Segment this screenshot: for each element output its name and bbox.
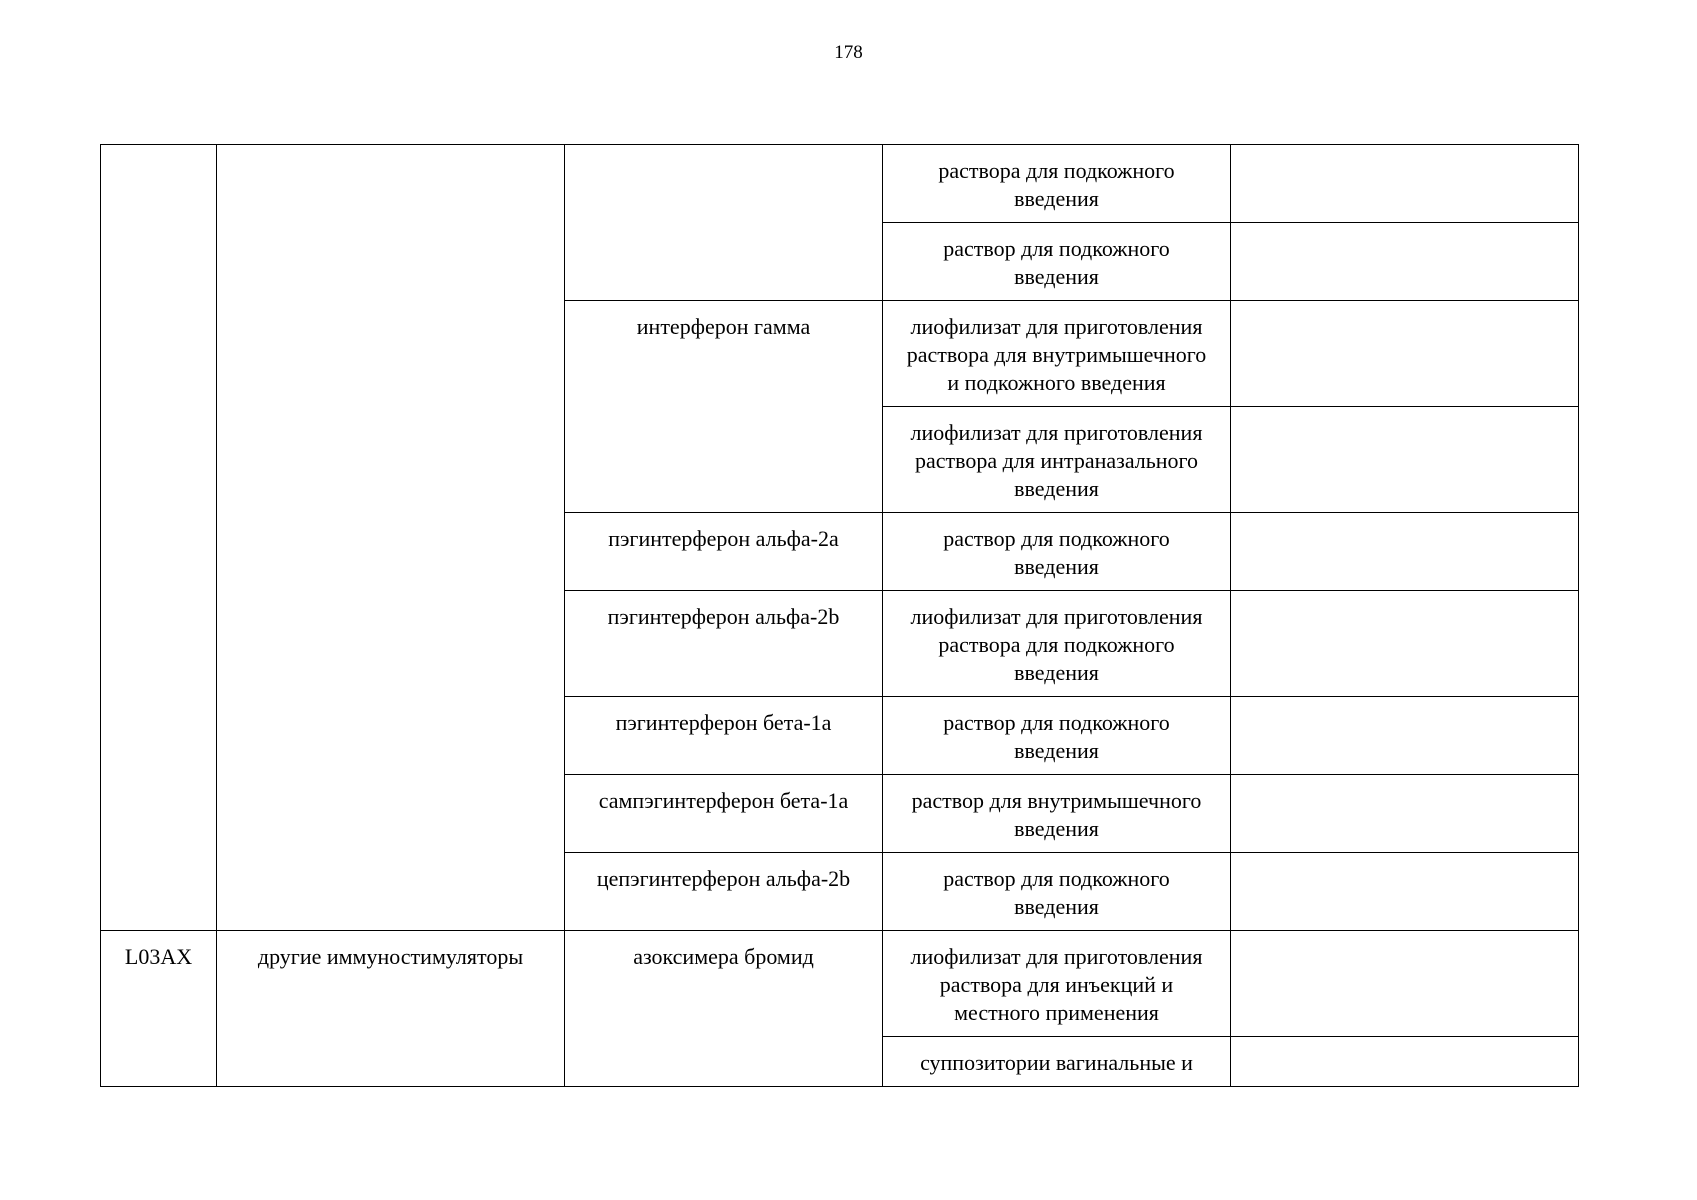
table-row (101, 145, 1579, 223)
form-cell: раствор для подкожного введения (883, 853, 1231, 931)
form-cell: суппозитории вагинальные и (883, 1037, 1231, 1087)
medication-table (100, 144, 1579, 1087)
page-number: 178 (834, 42, 863, 63)
drug-cell: интерферон гамма (565, 301, 883, 513)
drug-cell: сампэгинтерферон бета-1a (565, 775, 883, 853)
form-cell: лиофилизат для приготовления раствора для инъекций и местного применения (883, 931, 1231, 1037)
note-cell (1231, 513, 1579, 591)
note-cell (1231, 407, 1579, 513)
note-cell (1231, 591, 1579, 697)
form-cell: раствора для подкожного введения (883, 145, 1231, 223)
form-cell: раствор для подкожного введения (883, 697, 1231, 775)
form-cell: раствор для подкожного введения (883, 223, 1231, 301)
note-cell (1231, 301, 1579, 407)
note-cell (1231, 145, 1579, 223)
form-cell: лиофилизат для приготовления раствора для подкожного введения (883, 591, 1231, 697)
drug-cell: пэгинтерферон бета-1a (565, 697, 883, 775)
note-cell (1231, 697, 1579, 775)
table-row (101, 931, 1579, 1037)
code-cell (101, 145, 217, 931)
form-cell: раствор для внутримышечного введения (883, 775, 1231, 853)
drug-cell: азоксимера бромид (565, 931, 883, 1087)
group-cell (217, 145, 565, 931)
drug-cell: цепэгинтерферон альфа-2b (565, 853, 883, 931)
drug-cell: пэгинтерферон альфа-2b (565, 591, 883, 697)
form-cell: раствор для подкожного введения (883, 513, 1231, 591)
group-cell: другие иммуностимуляторы (217, 931, 565, 1087)
note-cell (1231, 1037, 1579, 1087)
note-cell (1231, 775, 1579, 853)
note-cell (1231, 223, 1579, 301)
form-cell: лиофилизат для приготовления раствора для интраназального введения (883, 407, 1231, 513)
note-cell (1231, 931, 1579, 1037)
form-cell: лиофилизат для приготовления раствора для внутримышечного и подкожного введения (883, 301, 1231, 407)
drug-cell: пэгинтерферон альфа-2a (565, 513, 883, 591)
code-cell: L03AX (101, 931, 217, 1087)
note-cell (1231, 853, 1579, 931)
drug-cell (565, 145, 883, 301)
